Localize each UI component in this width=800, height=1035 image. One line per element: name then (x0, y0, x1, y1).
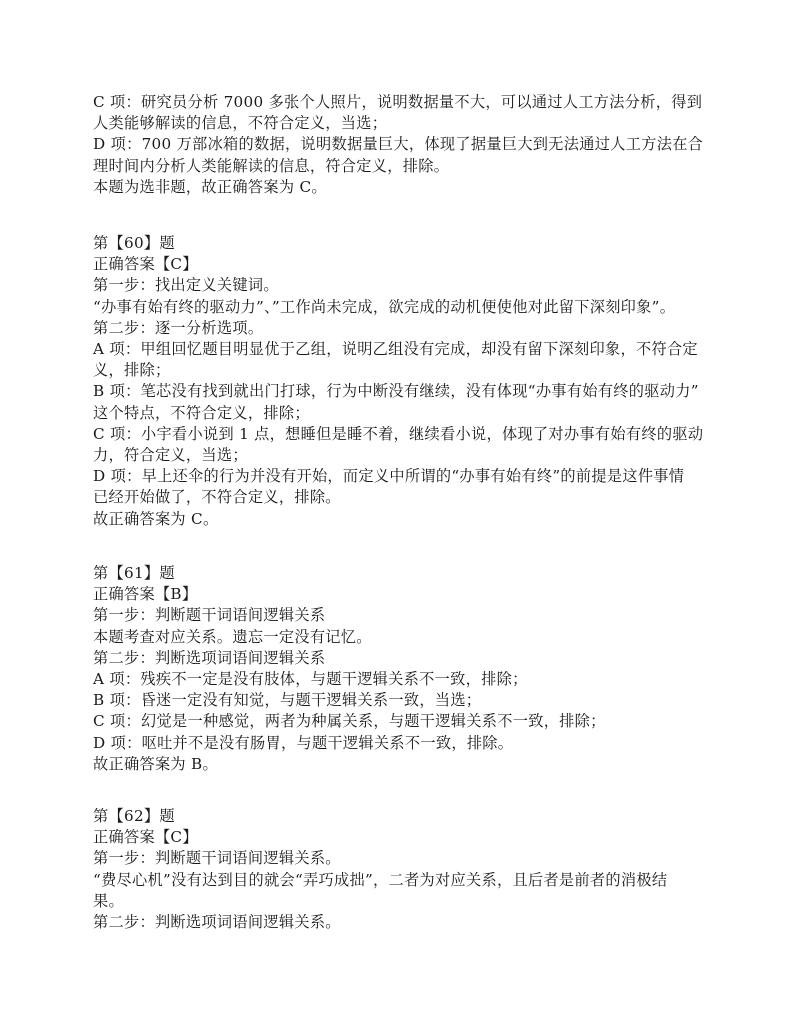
text-line: 本题为选非题，故正确答案为 C。 (93, 177, 327, 196)
question-61 (93, 563, 733, 775)
text-line: 故正确答案为 C。 (93, 509, 219, 528)
text-line: A 项：甲组回忆题目明显优于乙组，说明乙组没有完成，却没有留下深刻印象，不符合定 (93, 340, 698, 359)
text-line: 果。 (93, 891, 124, 910)
text-line: B 项：笔芯没有找到就出门打球，行为中断没有继续，没有体现“办事有始有终的驱动力” (93, 382, 699, 401)
text-line: “办事有始有终的驱动力”、”工作尚未完成，欲完成的动机便使他对此留下深刻印象”。 (93, 297, 676, 316)
text-line: C 项：幻觉是一种感觉，两者为种属关系，与题干逻辑关系不一致，排除； (93, 712, 606, 731)
q59-explanation-continued (93, 92, 733, 198)
text-line: “费尽心机”没有达到目的就会“弄巧成拙”，二者为对应关系，且后者是前者的消极结 (93, 870, 668, 889)
text-line: 力，符合定义，当选； (93, 446, 248, 465)
text-line: 义，排除； (93, 361, 171, 380)
text-line: B 项：昏迷一定没有知觉，与题干逻辑关系一致，当选； (93, 691, 482, 710)
text-line: D 项：700 万部冰箱的数据，说明数据量巨大，体现了据量巨大到无法通过人工方法在合 (93, 135, 704, 154)
text-line: 第一步：判断题干词语间逻辑关系。 (93, 849, 341, 868)
correct-answer: 正确答案【C】 (93, 255, 198, 274)
text-line: D 项：呕吐并不是没有肠胃，与题干逻辑关系不一致，排除。 (93, 733, 514, 752)
text-line: 理时间内分析人类能解读的信息，符合定义，排除。 (93, 156, 450, 175)
text-line: D 项：早上还伞的行为并没有开始，而定义中所谓的“办事有始有终”的前提是这件事情 (93, 467, 685, 486)
text-line: C 项：小宇看小说到 1 点，想睡但是睡不着，继续看小说，体现了对办事有始有终的驱动 (93, 424, 704, 443)
question-title: 第【62】题 (93, 807, 175, 825)
text-line: 已经开始做了，不符合定义，排除。 (93, 488, 341, 507)
question-title: 第【61】题 (93, 564, 175, 582)
correct-answer: 正确答案【B】 (93, 585, 198, 604)
text-line: A 项：残疾不一定是没有肢体，与题干逻辑关系不一致，排除； (93, 670, 528, 689)
text-line: 第二步：判断选项词语间逻辑关系 (93, 648, 326, 667)
text-line: C 项：研究员分析 7000 多张个人照片，说明数据量不大，可以通过人工方法分析，得到 (93, 93, 703, 111)
text-line: 故正确答案为 B。 (93, 754, 219, 773)
text-line: 第一步：判断题干词语间逻辑关系 (93, 606, 326, 625)
correct-answer: 正确答案【C】 (93, 828, 198, 847)
text-line: 第二步：逐一分析选项。 (93, 318, 264, 337)
text-line: 这个特点，不符合定义，排除； (93, 403, 310, 422)
text-line: 第一步：找出定义关键词。 (93, 276, 279, 295)
text-line: 本题考查对应关系。遗忘一定没有记忆。 (93, 627, 372, 646)
question-60 (93, 233, 733, 530)
text-line: 人类能够解读的信息，不符合定义，当选； (93, 114, 388, 133)
text-line: 第二步：判断选项词语间逻辑关系。 (93, 913, 341, 932)
question-title: 第【60】题 (93, 234, 175, 252)
question-62 (93, 806, 733, 933)
